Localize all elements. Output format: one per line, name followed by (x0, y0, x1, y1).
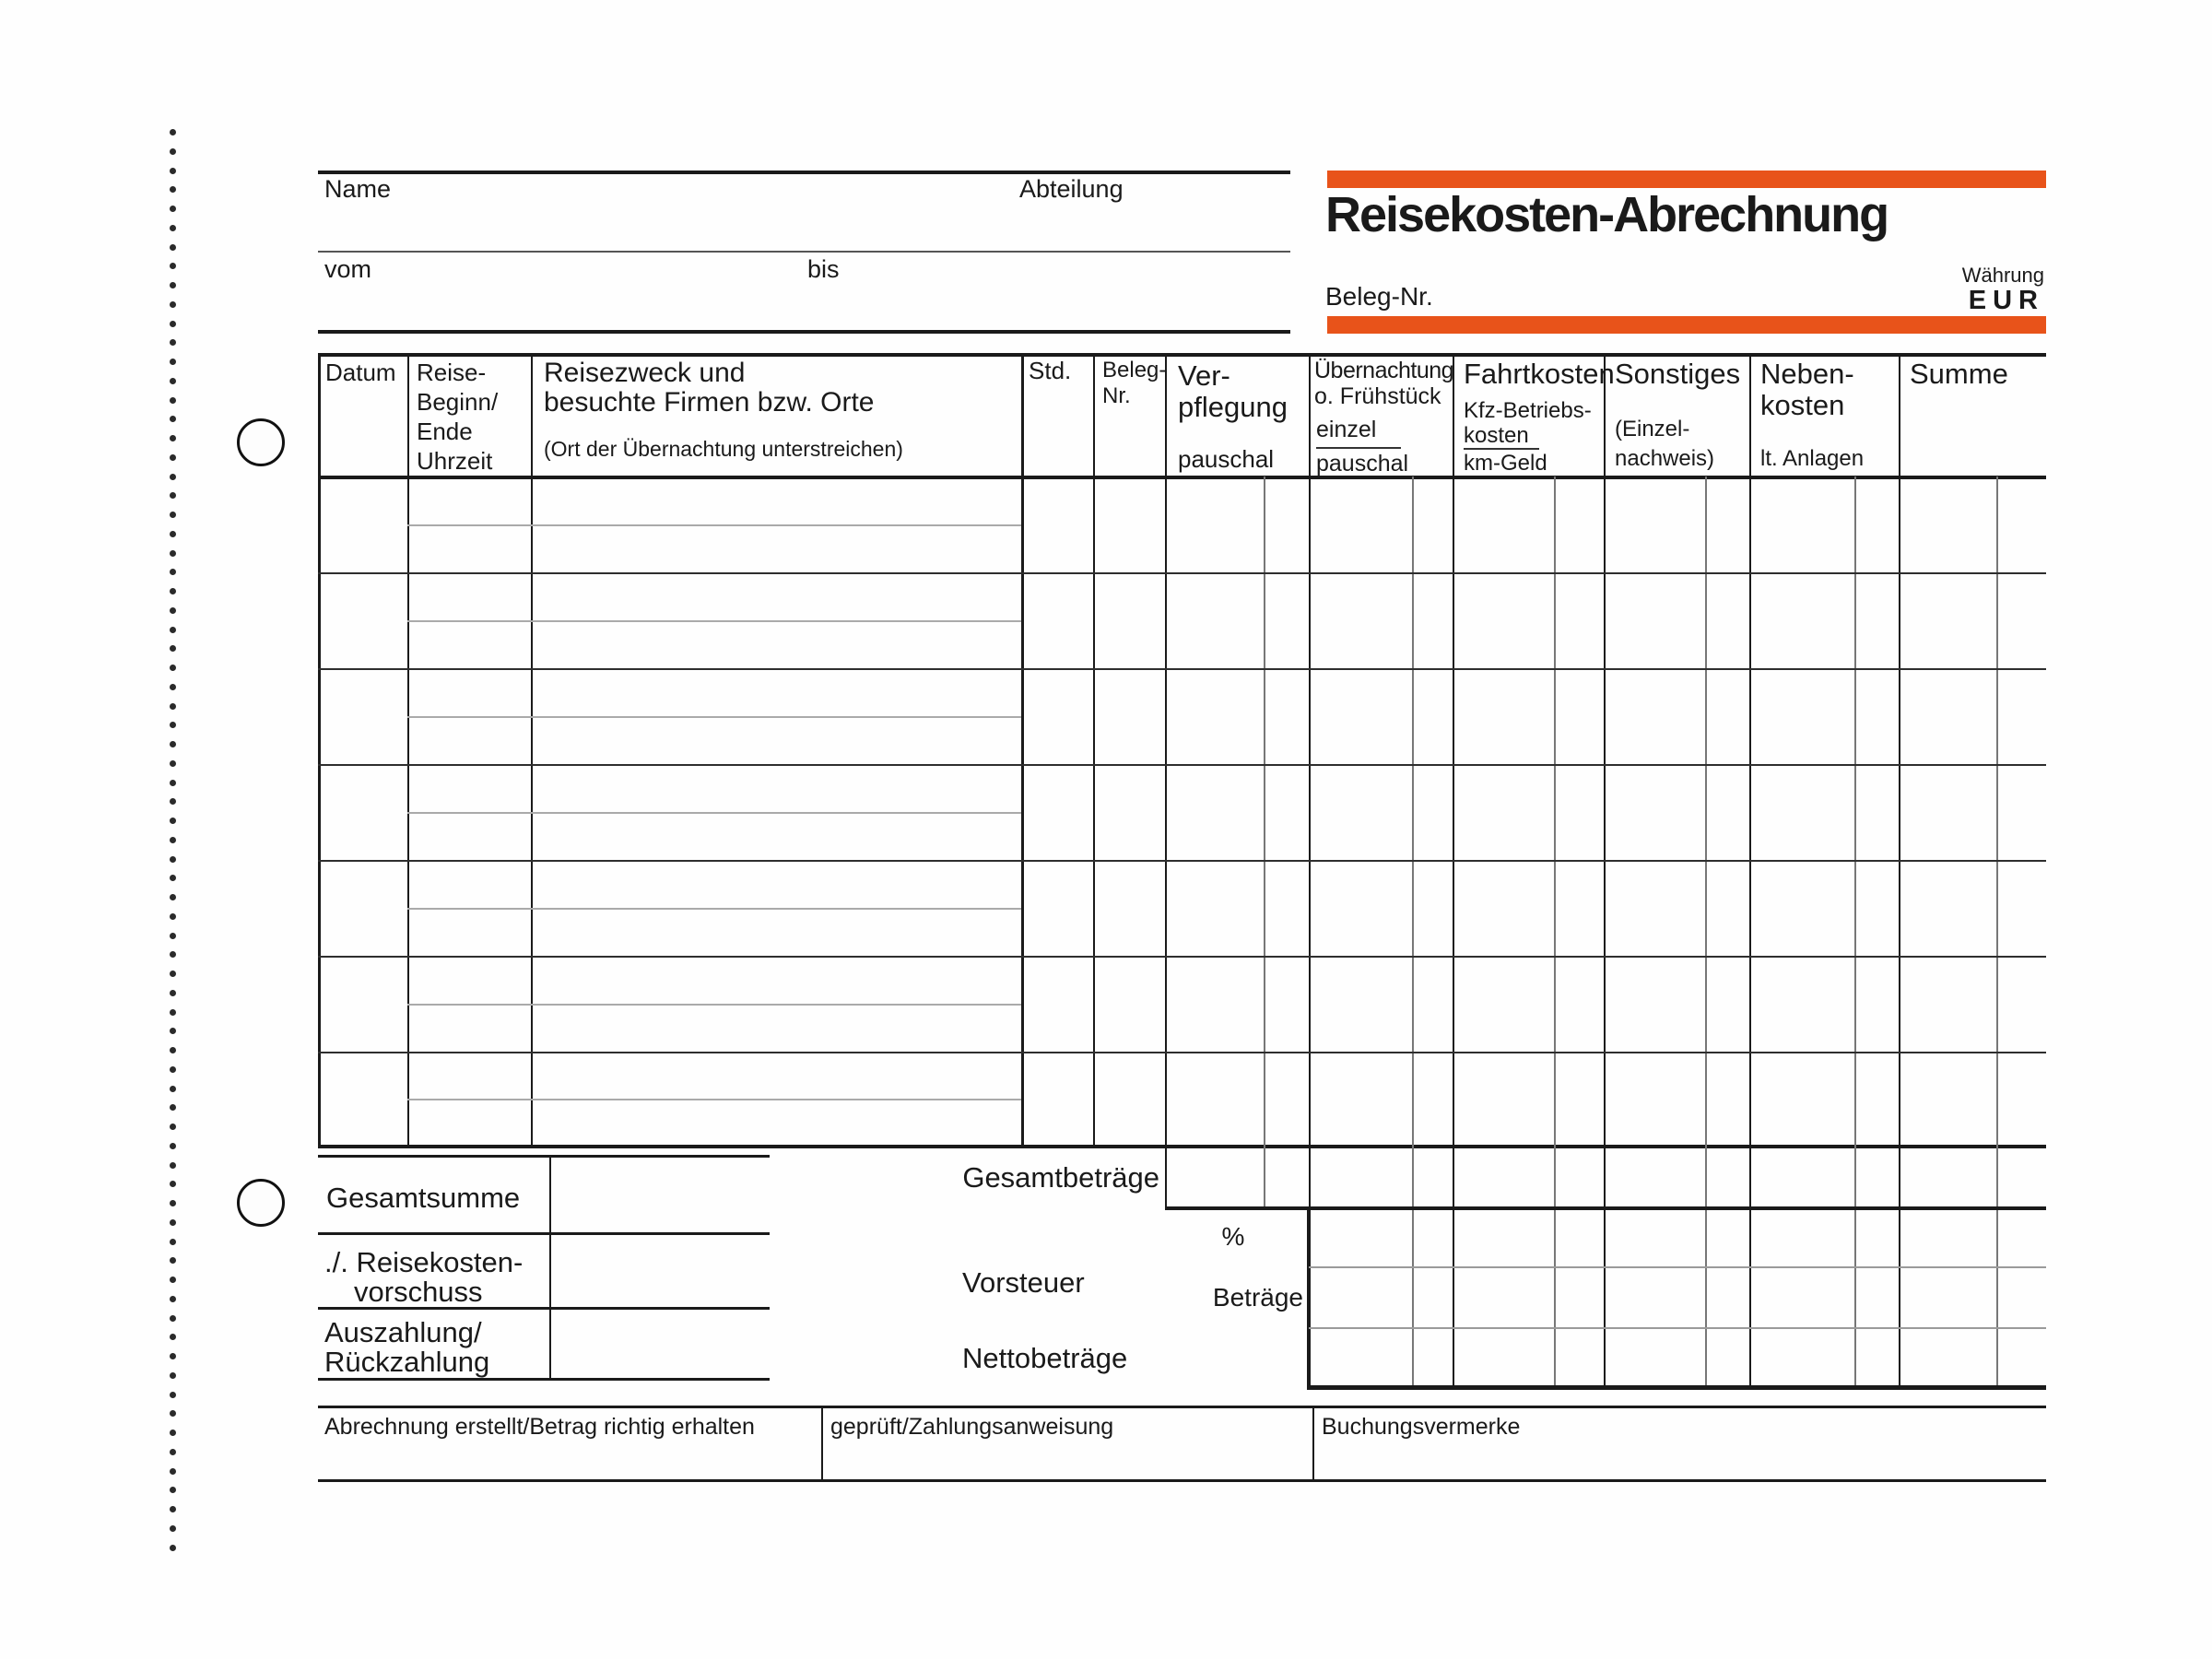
vat-block-bottom-border (1309, 1385, 2046, 1390)
perforation-dot (170, 1143, 176, 1149)
perforation-dot (170, 321, 176, 327)
table-top-border (318, 353, 2046, 357)
perforation-dot (170, 1353, 176, 1359)
fahrtkosten-fraction-rule (1464, 448, 1539, 450)
perforation-dot (170, 168, 176, 174)
perforation-dot (170, 837, 176, 843)
payout-label-1: Auszahlung/ (324, 1316, 482, 1348)
vat-block-row-rule-1 (1309, 1266, 2046, 1268)
col-header-beleg-1: Beleg- (1102, 358, 1167, 382)
vat-percent-row-cells[interactable] (1311, 1210, 2046, 1265)
col-header-reise-2: Beginn/ (417, 388, 499, 416)
perforation-dot (170, 1372, 176, 1379)
name-label: Name (324, 175, 392, 203)
summary-left-top-rule (318, 1155, 770, 1158)
perforation-dot (170, 607, 176, 614)
col-header-uebernachtung-2: o. Frühstück (1314, 383, 1441, 409)
perforation-dot (170, 1124, 176, 1130)
totals-row-cells[interactable] (1165, 1148, 2046, 1205)
perforation-dot (170, 1430, 176, 1436)
name-block-bottom-rule (318, 330, 1290, 334)
col-header-reise-4: Uhrzeit (417, 447, 493, 475)
net-row-cells[interactable] (1311, 1331, 2046, 1383)
created-label: Abrechnung erstellt/Betrag richtig erhalten (324, 1414, 755, 1440)
perforation-dot (170, 913, 176, 920)
table-row[interactable] (318, 958, 2046, 1051)
perforation-dot (170, 129, 176, 135)
perforation-dot (170, 780, 176, 786)
col-header-nebenkosten-sub: lt. Anlagen (1760, 446, 1865, 471)
perforation-dot (170, 378, 176, 384)
name-field[interactable] (324, 201, 1006, 247)
amounts-label: Beträge (1212, 1283, 1303, 1312)
perforation-dot (170, 645, 176, 652)
payout-label-2: Rückzahlung (324, 1346, 490, 1378)
perforation-dot (170, 1066, 176, 1073)
col-header-sonstiges-sub1: (Einzel- (1615, 417, 1690, 441)
perforation-dot (170, 1219, 176, 1226)
table-row[interactable] (318, 766, 2046, 859)
percent-label: % (1221, 1222, 1245, 1251)
perforation-dot (170, 435, 176, 441)
col-header-uebernachtung-frac-bottom: pauschal (1316, 451, 1409, 477)
perforation-dot (170, 454, 176, 461)
checked-signature-field[interactable] (823, 1408, 1312, 1479)
perforation-dot (170, 1181, 176, 1187)
total-sum-label: Gesamtsumme (326, 1182, 521, 1214)
col-header-uebernachtung-1: Übernachtung (1314, 358, 1454, 383)
perforation-dot (170, 416, 176, 422)
title-orange-bar-bottom (1327, 316, 2046, 334)
perforation-dot (170, 206, 176, 212)
perforation-dot (170, 1277, 176, 1283)
perforation-dot (170, 1449, 176, 1455)
booking-notes-field[interactable] (1314, 1408, 2046, 1479)
perforation-dot (170, 1162, 176, 1169)
receipt-no-label: Beleg-Nr. (1325, 282, 1433, 311)
perforation-dot (170, 1334, 176, 1340)
perforation-dot (170, 1200, 176, 1206)
punch-hole-bottom (237, 1179, 285, 1227)
booking-label: Buchungsvermerke (1322, 1414, 1521, 1440)
table-row[interactable] (318, 1053, 2046, 1144)
perforation-dot (170, 627, 176, 633)
perforation-dot (170, 703, 176, 710)
perforation-dot (170, 550, 176, 557)
col-header-verpflegung-1: Ver- (1178, 359, 1230, 392)
perforation-dot (170, 1086, 176, 1092)
to-field[interactable] (807, 281, 1287, 327)
col-header-std: Std. (1029, 357, 1072, 384)
perforation-dot (170, 263, 176, 269)
col-header-sonstiges: Sonstiges (1615, 358, 1741, 390)
perforation-dot (170, 665, 176, 671)
perforation-dot (170, 1410, 176, 1417)
perforation-dot (170, 148, 176, 155)
col-header-fahrtkosten-frac-top: kosten (1464, 423, 1529, 448)
perforation-dot (170, 1009, 176, 1016)
perforation-dot (170, 1104, 176, 1111)
advance-label-1: ./. Reisekosten- (324, 1246, 524, 1278)
from-label: vom (324, 255, 372, 283)
perforation-dot (170, 301, 176, 308)
department-field[interactable] (1019, 201, 1287, 247)
col-header-zweck-1: Reisezweck und (544, 358, 746, 388)
perforation-dot (170, 798, 176, 805)
col-header-beleg-2: Nr. (1102, 383, 1131, 408)
created-signature-field[interactable] (318, 1408, 821, 1479)
perforation-dot (170, 282, 176, 288)
receipt-no-field[interactable] (1447, 276, 1816, 315)
summary-left-divider (549, 1155, 551, 1381)
total-sum-value-cell[interactable] (553, 1159, 770, 1230)
department-label: Abteilung (1019, 175, 1124, 203)
to-label: bis (807, 255, 840, 283)
perforation-dot (170, 1028, 176, 1034)
perforation-dot (170, 1545, 176, 1551)
signature-strip-bottom-border (318, 1479, 2046, 1482)
perforation-dot (170, 512, 176, 518)
perforation-dot (170, 722, 176, 728)
col-header-nebenkosten-2: kosten (1760, 389, 1845, 421)
perforation-dot (170, 1257, 176, 1264)
advance-value-cell[interactable] (553, 1236, 770, 1305)
perforation-dot (170, 359, 176, 365)
currency-value: EUR (1968, 286, 2044, 315)
vat-amounts-row-cells[interactable] (1311, 1270, 2046, 1325)
table-row[interactable] (318, 478, 2046, 571)
punch-hole-top (237, 418, 285, 466)
name-block-top-rule (318, 171, 1290, 174)
totals-label: Gesamtbeträge (962, 1161, 1159, 1194)
net-label: Nettobeträge (962, 1342, 1128, 1374)
perforation-dot (170, 875, 176, 881)
perforation-dot (170, 684, 176, 690)
col-header-verpflegung-2: pflegung (1178, 391, 1288, 423)
advance-label-2: vorschuss (354, 1276, 483, 1308)
perforation-dot (170, 339, 176, 346)
col-header-zweck-note: (Ort der Übernachtung unterstreichen) (544, 437, 903, 461)
perforation-dot (170, 225, 176, 231)
perforation-dot (170, 588, 176, 594)
table-row[interactable] (318, 862, 2046, 955)
col-header-uebernachtung-frac-top: einzel (1316, 417, 1377, 442)
perforation-dot (170, 1296, 176, 1302)
col-header-sonstiges-sub2: nachweis) (1615, 446, 1715, 471)
perforation-dot (170, 569, 176, 575)
perforation-dot (170, 856, 176, 863)
vat-label: Vorsteuer (962, 1266, 1085, 1299)
col-header-nebenkosten-1: Neben- (1760, 358, 1854, 390)
perforation-dot (170, 1525, 176, 1532)
perforation-dot (170, 1315, 176, 1322)
perforation-dot (170, 818, 176, 824)
page-title: Reisekosten-Abrechnung (1325, 187, 1888, 242)
perforation-dot (170, 186, 176, 193)
perforation-dot (170, 990, 176, 996)
date-block-mid-rule (318, 251, 1290, 253)
perforation-dot (170, 1047, 176, 1053)
col-header-reise-1: Reise- (417, 359, 487, 386)
perforation-dot (170, 971, 176, 977)
perforation-dot (170, 1239, 176, 1245)
perforation-dot (170, 741, 176, 747)
perforation-dot (170, 1468, 176, 1475)
col-header-fahrtkosten: Fahrtkosten (1464, 358, 1615, 390)
currency-caption: Währung (1961, 264, 2044, 287)
table-row[interactable] (318, 670, 2046, 763)
summary-left-rule-2 (318, 1232, 770, 1235)
checked-label: geprüft/Zahlungsanweisung (830, 1414, 1114, 1440)
perforation-dot (170, 894, 176, 900)
perforation-dot (170, 933, 176, 939)
payout-value-cell[interactable] (553, 1311, 770, 1376)
perforation-dot (170, 474, 176, 480)
uebernachtung-fraction-rule (1316, 447, 1401, 449)
perforation-dot (170, 244, 176, 251)
perforation-dot (170, 397, 176, 404)
col-header-fahrtkosten-sub1: Kfz-Betriebs- (1464, 398, 1592, 423)
col-header-datum: Datum (325, 359, 396, 386)
col-header-fahrtkosten-frac-bottom: km-Geld (1464, 451, 1547, 476)
perforation-dot (170, 760, 176, 767)
table-row[interactable] (318, 574, 2046, 667)
perforation-dot (170, 1392, 176, 1398)
vat-block-row-rule-2 (1309, 1327, 2046, 1329)
perforation-dot (170, 531, 176, 537)
col-header-verpflegung-sub: pauschal (1178, 445, 1275, 473)
from-field[interactable] (324, 281, 794, 327)
perforation-dot (170, 492, 176, 499)
perforation-dot (170, 1506, 176, 1512)
col-header-summe: Summe (1910, 358, 2008, 390)
col-header-reise-3: Ende (417, 418, 473, 445)
col-header-zweck-2: besuchte Firmen bzw. Orte (544, 387, 875, 418)
perforation-dot (170, 1487, 176, 1493)
perforation-dot (170, 951, 176, 958)
